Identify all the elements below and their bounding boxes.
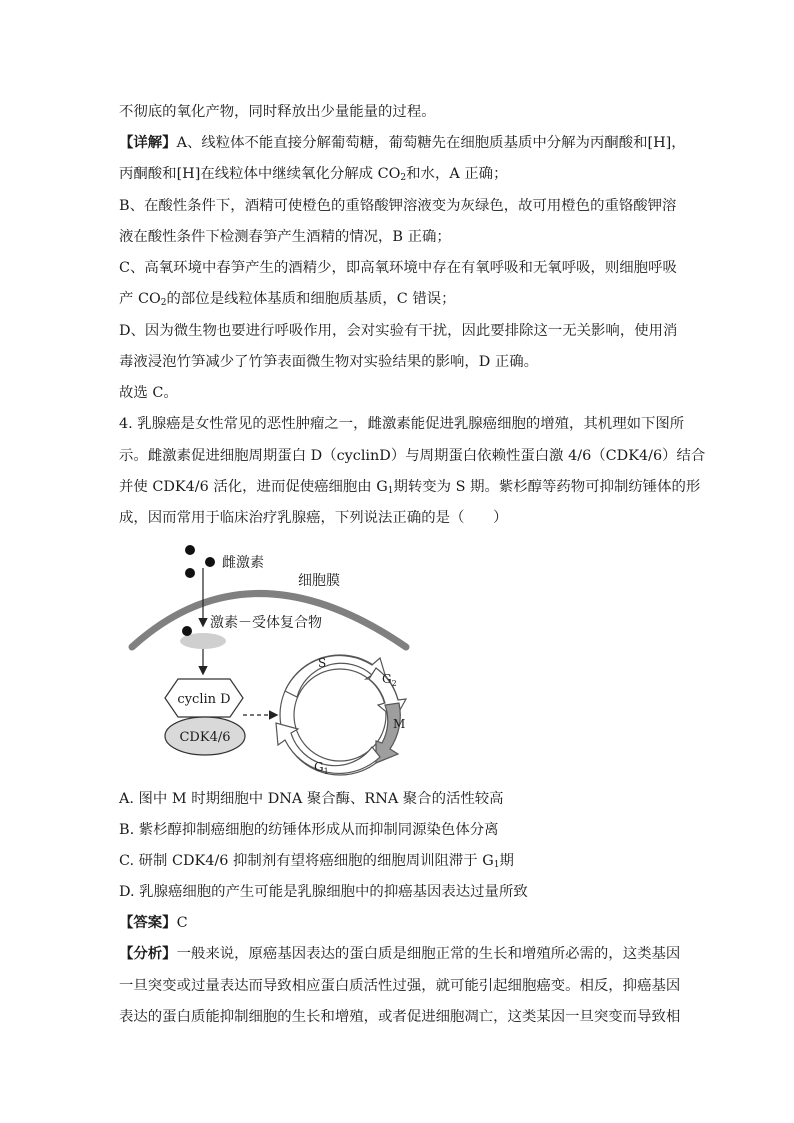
detail-line-a2: 丙酮酸和[H]在线粒体中继续氧化分解成 $CO_2$和水，A 正确； [119,166,508,183]
estrogen-dot [185,568,195,578]
detail-line-b2: 液在酸性条件下检测春笋产生酒精的情况，B 正确； [119,229,451,245]
phase-g1-arrow [276,723,380,773]
detail-line-d2: 毒液浸泡竹笋减少了竹笋表面微生物对实验结果的影响，D 正确。 [119,354,539,370]
analysis-line-2: 一旦突变或过量表达而导致相应蛋白质活性过强，就可能引起细胞癌变。相反，抑癌基因 [119,978,681,994]
answer-value: C [176,915,188,931]
option-b: B. 紫杉醇抑制癌细胞的纺锤体形成从而抑制同源染色体分离 [119,822,499,838]
membrane-label: 细胞膜 [298,573,340,589]
phase-g1-label: $G_1$ [314,760,329,776]
cell-cycle-diagram [110,535,430,785]
detail-line-a1: 【详解】A、线粒体不能直接分解葡萄糖，葡萄糖先在细胞质基质中分解为丙酮酸和[H]， [119,134,686,151]
question-line-2: 示。雌激素促进细胞周期蛋白 D（cyclinD）与周期蛋白依赖性蛋白激 4/6（CDK4/6）结合 [119,448,706,464]
detail-tag: 【详解】 [119,134,177,151]
analysis-line-3: 表达的蛋白质能抑制细胞的生长和增殖，或者促进细胞凋亡，这类某因一旦突变而导致相 [119,1009,681,1025]
complex-label: 激素－受体复合物 [210,615,322,631]
option-a: A. 图中 M 时期细胞中 DNA 聚合酶、RNA 聚合的活性较高 [119,791,504,807]
phase-m-arrow [376,703,400,763]
option-c: C. 研制 CDK4/6 抑制剂有望将癌细胞的细胞周训阻滞于 $G_1$期 [119,853,514,870]
phase-g2-label: $G_2$ [382,672,397,688]
detail-line-b1: B、在酸性条件下，酒精可使橙色的重铬酸钾溶液变为灰绿色，故可用橙色的重铬酸钾溶 [119,198,677,214]
estrogen-label: 雌激素 [222,555,264,571]
question-line-4: 成，因而常用于临床治疗乳腺癌，下列说法正确的是（ ） [119,510,508,526]
answer-tag: 【答案】 [119,914,177,931]
cdk-label: CDK4/6 [179,730,231,745]
estrogen-dot [205,557,215,567]
question-line-3: 并使 CDK4/6 活化，进而促使癌细胞由 $G_1$期转变为 S 期。紫杉醇等药物可抑制纺锤体的形 [119,479,701,496]
phase-s-label: S [318,656,327,670]
option-d: D. 乳腺癌细胞的产生可能是乳腺细胞中的抑癌基因表达过量所致 [119,884,528,900]
hormone-dot [182,626,192,636]
phase-m-label: M [393,717,406,731]
analysis-tag: 【分析】 [119,945,177,962]
answer-line [119,913,188,933]
cyclin-d-label: cyclin D [177,692,231,707]
detail-line-c2: 产 $CO_2$的部位是线粒体基质和细胞质基质，C 错误； [119,291,456,308]
estrogen-dot [185,545,195,555]
question-line-1: 4. 乳腺癌是女性常见的恶性肿瘤之一，雌激素能促进乳腺癌细胞的增殖，其机理如下图所 [119,416,685,432]
detail-line-c1: C、高氧环境中春笋产生的酒精少，即高氧环境中存在有氧呼吸和无氧呼吸，则细胞呼吸 [119,260,677,276]
analysis-line-1: 【分析】一般来说，原癌基因表达的蛋白质是细胞正常的生长和增殖所必需的，这类基因 [119,945,681,962]
paragraph-line: 不彻底的氧化产物，同时释放出少量能量的过程。 [119,104,436,120]
detail-line-d1: D、因为微生物也要进行呼吸作用，会对实验有干扰，因此要排除这一无关影响，使用消 [119,323,678,339]
detail-choose: 故选 C。 [119,385,178,401]
